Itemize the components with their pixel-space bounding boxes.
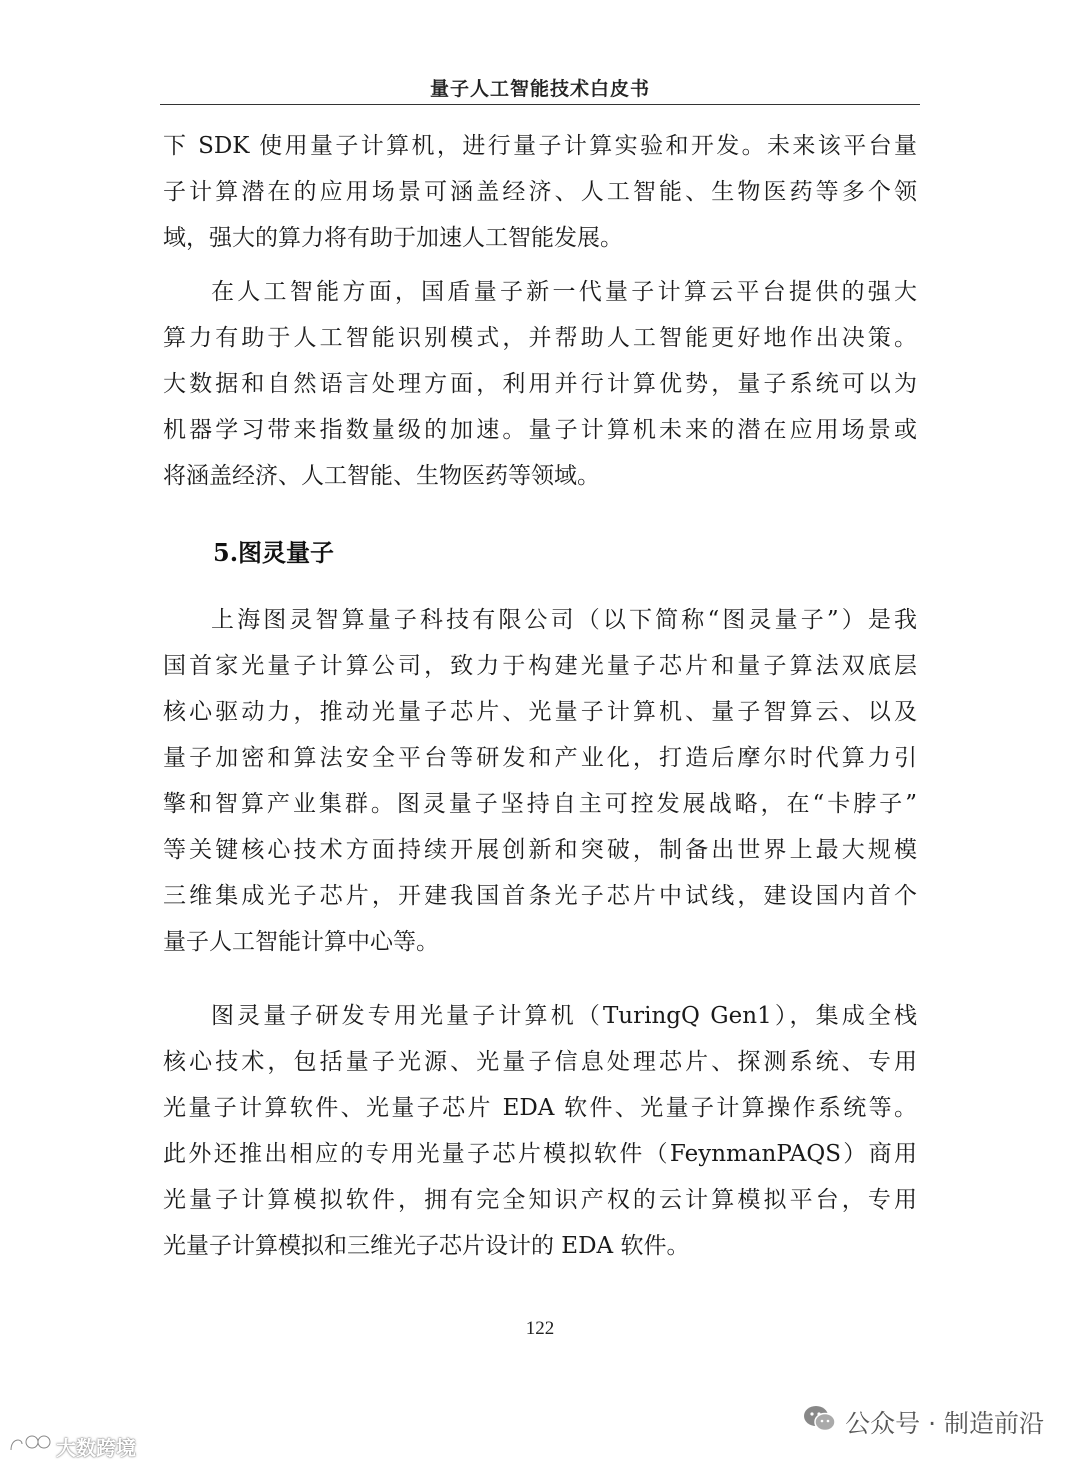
- text-line: 域，强大的算力将有助于加速人工智能发展。: [163, 225, 623, 251]
- paragraph-product: [163, 993, 917, 1269]
- text-line: 算力有助于人工智能识别模式，并帮助人工智能更好地作出决策。: [163, 325, 917, 351]
- wechat-icon: [803, 1404, 837, 1440]
- text-line: 量子加密和算法安全平台等研发和产业化，打造后摩尔时代算力引: [163, 745, 917, 771]
- watermark-right-text: 公众号 · 制造前沿: [845, 1409, 1044, 1438]
- text-line: 光量子计算软件、光量子芯片 EDA 软件、光量子计算操作系统等。: [163, 1095, 917, 1121]
- text-line: 下 SDK 使用量子计算机，进行量子计算实验和开发。未来该平台量: [163, 133, 917, 159]
- paragraph-continuation: [163, 123, 917, 261]
- paragraph-company-intro: [163, 597, 917, 965]
- text-line: 三维集成光子芯片，开建我国首条光子芯片中试线，建设国内首个: [163, 883, 917, 909]
- header-rule: [160, 104, 920, 105]
- text-line: 等关键核心技术方面持续开展创新和突破，制备出世界上最大规模: [163, 837, 917, 863]
- text-line: 国首家光量子计算公司，致力于构建光量子芯片和量子算法双底层: [163, 653, 917, 679]
- text-line: 机器学习带来指数量级的加速。量子计算机未来的潜在应用场景或: [163, 417, 917, 443]
- brand-logo-icon: [8, 1432, 52, 1461]
- text-line: 将涵盖经济、人工智能、生物医药等领域。: [163, 463, 600, 489]
- watermark-left: [8, 1432, 136, 1461]
- running-header-title: 量子人工智能技术白皮书: [429, 78, 650, 100]
- text-line: 上海图灵智算量子科技有限公司（以下简称“图灵量子”）是我: [211, 607, 917, 633]
- paragraph-ai-aspect: [163, 269, 917, 499]
- text-line: 量子人工智能计算中心等。: [163, 929, 439, 955]
- text-line: 光量子计算模拟软件，拥有完全知识产权的云计算模拟平台，专用: [163, 1187, 917, 1213]
- text-line: 图灵量子研发专用光量子计算机（TuringQ Gen1），集成全栈: [211, 1003, 917, 1029]
- text-line: 核心驱动力，推动光量子芯片、光量子计算机、量子智算云、以及: [163, 699, 917, 725]
- text-line: 光量子计算模拟和三维光子芯片设计的 EDA 软件。: [163, 1233, 690, 1259]
- text-line: 擎和智算产业集群。图灵量子坚持自主可控发展战略，在“卡脖子”: [163, 791, 917, 817]
- text-line: 子计算潜在的应用场景可涵盖经济、人工智能、生物医药等多个领: [163, 179, 917, 205]
- page-number: 122: [525, 1318, 555, 1339]
- text-line: 此外还推出相应的专用光量子芯片模拟软件（FeynmanPAQS）商用: [163, 1141, 917, 1167]
- watermark-right: [803, 1404, 1044, 1440]
- text-line: 在人工智能方面，国盾量子新一代量子计算云平台提供的强大: [211, 279, 917, 305]
- section-heading: 5.图灵量子: [213, 538, 335, 567]
- watermark-left-text: 大数跨境: [56, 1436, 136, 1460]
- text-line: 大数据和自然语言处理方面，利用并行计算优势，量子系统可以为: [163, 371, 917, 397]
- text-line: 核心技术，包括量子光源、光量子信息处理芯片、探测系统、专用: [163, 1049, 917, 1075]
